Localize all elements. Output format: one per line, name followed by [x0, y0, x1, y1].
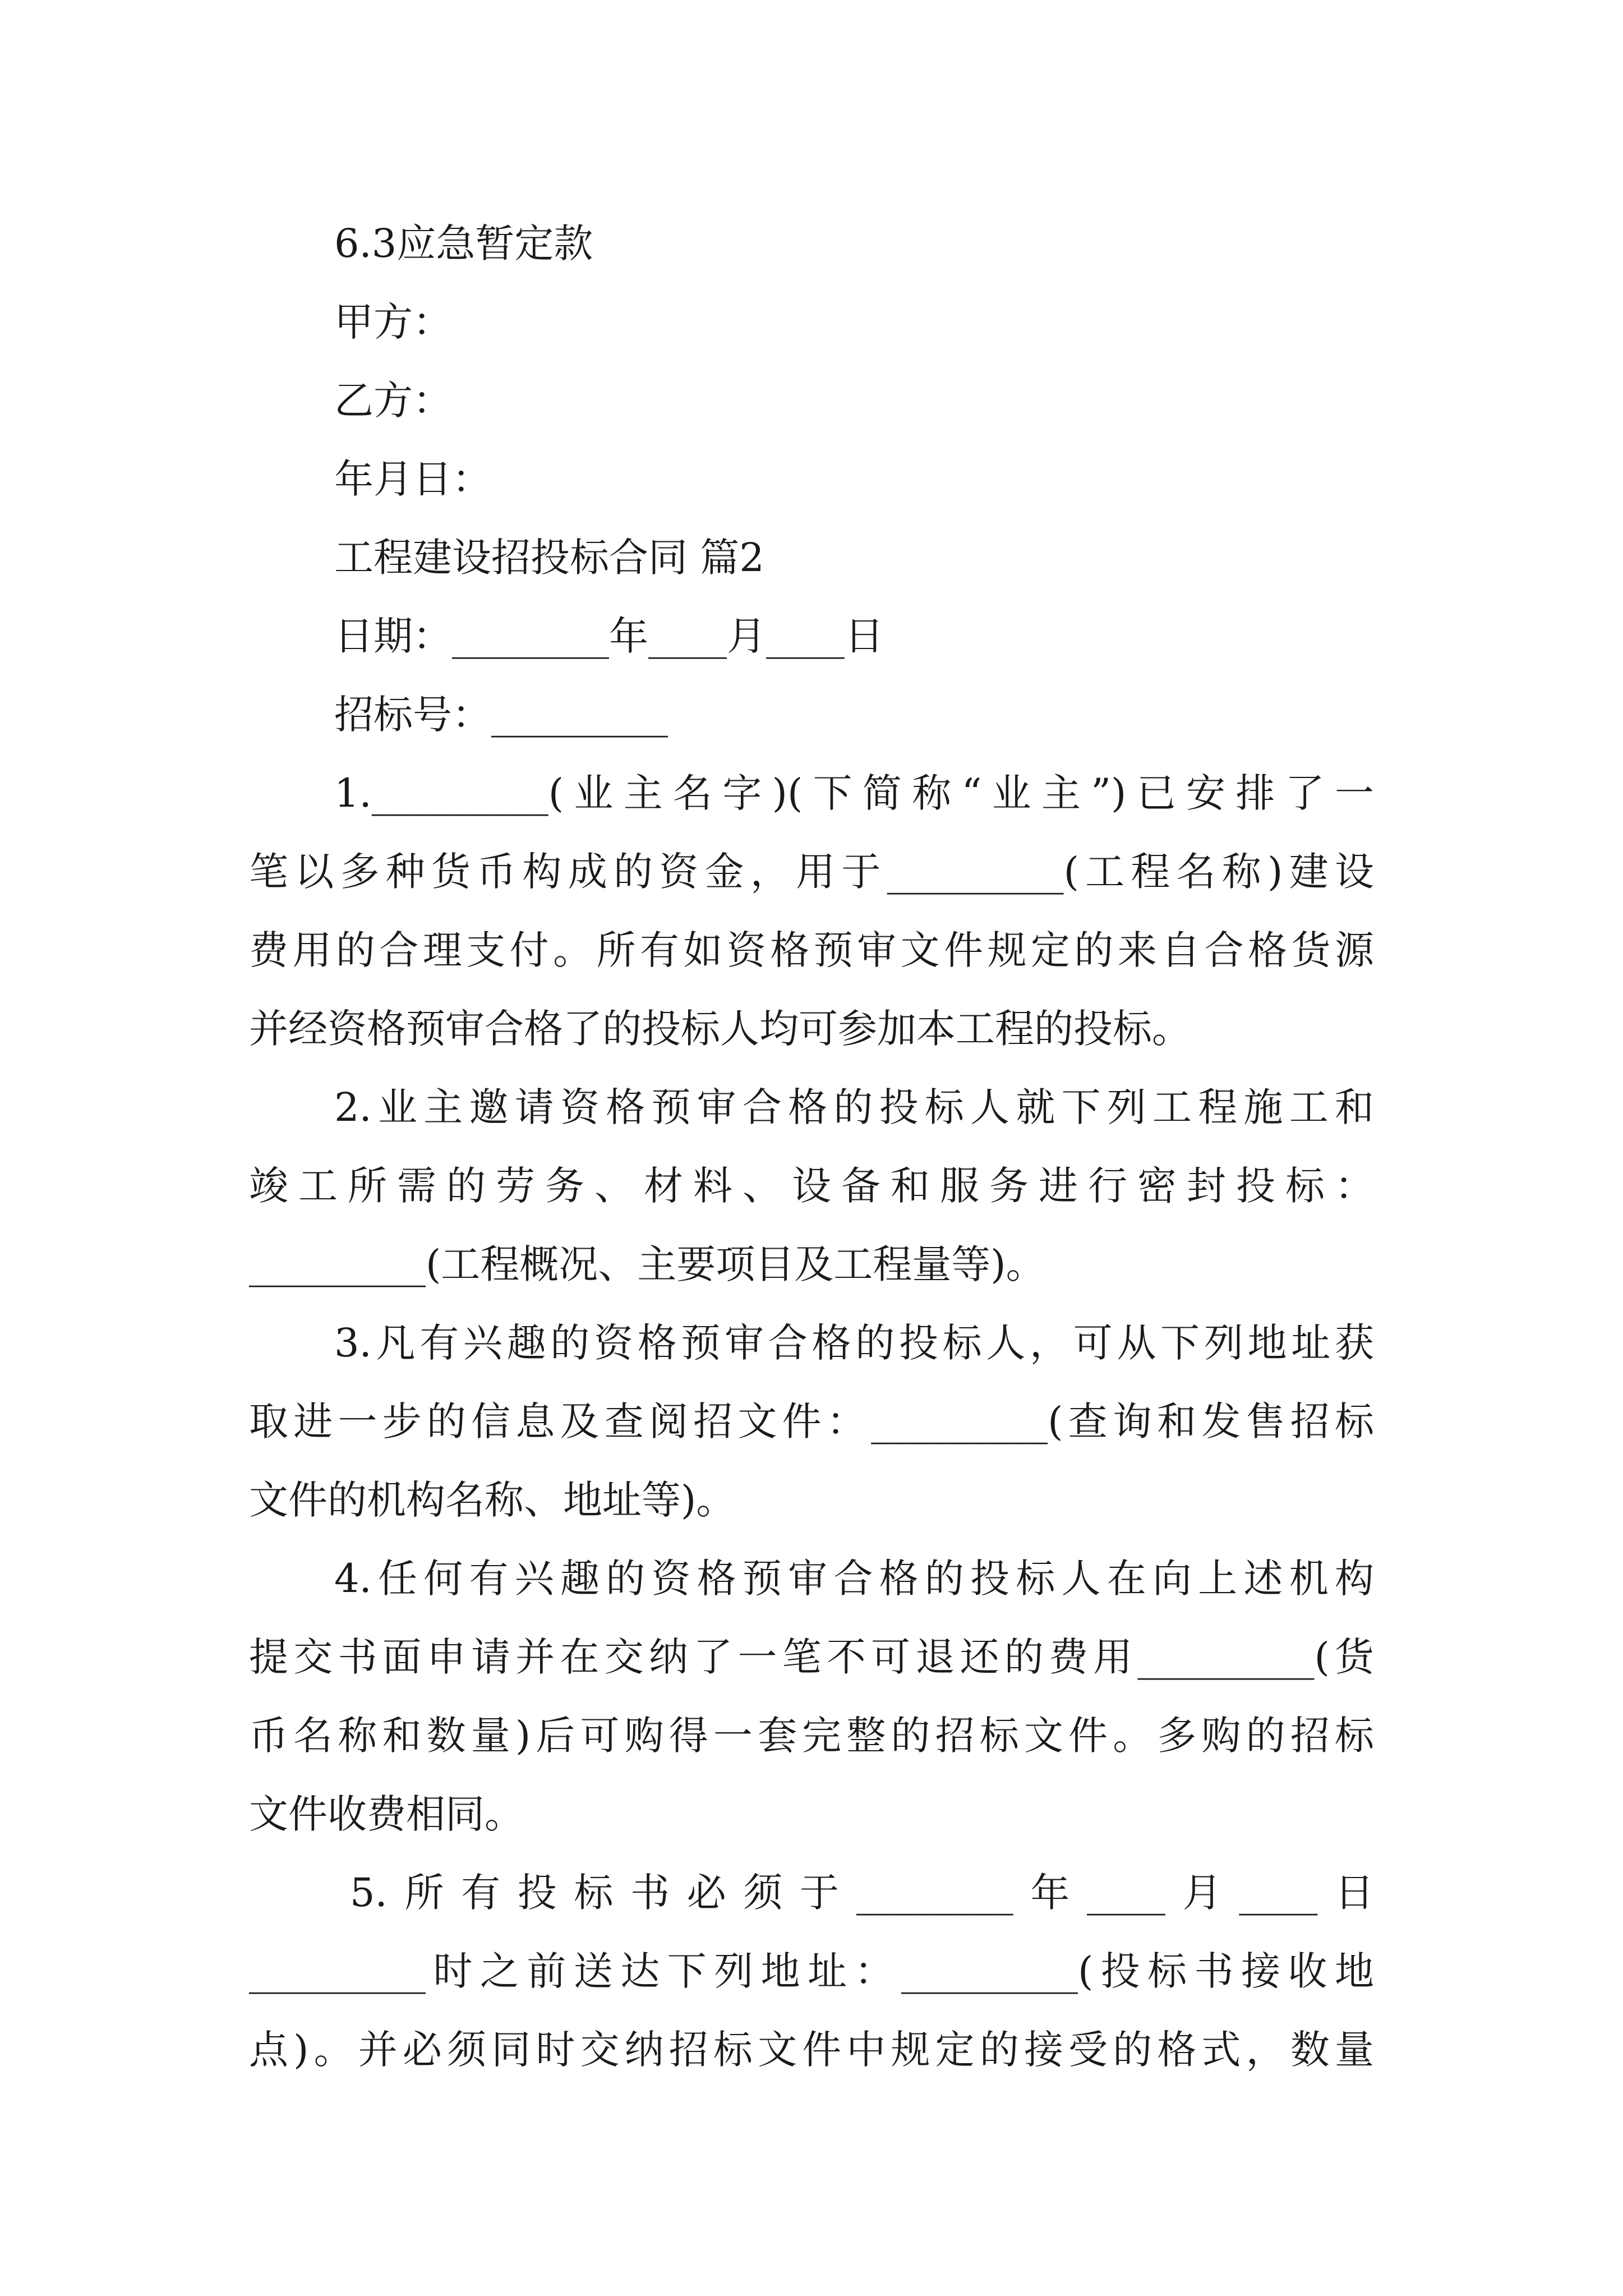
- tender-number-line: 招标号：_________: [334, 692, 668, 738]
- paragraph-5-line-1: 5.所有投标书必须于________年____月____日: [350, 1870, 1374, 1916]
- paragraph-5-line-3: 点)。并必须同时交纳招标文件中规定的接受的格式，数量: [249, 2027, 1374, 2073]
- date-label: 年月日：: [334, 456, 491, 502]
- section-title: 工程建设招投标合同 篇2: [334, 535, 764, 581]
- paragraph-1-line-4: 并经资格预审合格了的投标人均可参加本工程的投标。: [249, 1006, 1191, 1052]
- paragraph-4-line-4: 文件收费相同。: [249, 1791, 524, 1837]
- paragraph-4-line-1: 4.任何有兴趣的资格预审合格的投标人在向上述机构: [334, 1556, 1374, 1602]
- paragraph-4-line-3: 币名称和数量)后可购得一套完整的招标文件。多购的招标: [249, 1713, 1374, 1759]
- paragraph-5-line-2: _________时之前送达下列地址：_________(投标书接收地: [249, 1948, 1374, 1994]
- paragraph-2-line-3: _________(工程概况、主要项目及工程量等)。: [249, 1241, 1045, 1287]
- paragraph-2-line-1: 2.业主邀请资格预审合格的投标人就下列工程施工和: [334, 1084, 1374, 1130]
- paragraph-3-line-2: 取进一步的信息及查阅招文件：_________(查询和发售招标: [249, 1398, 1374, 1444]
- paragraph-1-line-1: 1._________(业主名字)(下简称“业主”)已安排了一: [334, 770, 1374, 816]
- paragraph-3-line-1: 3.凡有兴趣的资格预审合格的投标人，可从下列地址获: [334, 1320, 1374, 1366]
- paragraph-1-line-3: 费用的合理支付。所有如资格预审文件规定的来自合格货源: [249, 927, 1374, 973]
- clause-6-3-heading: 6.3应急暂定款: [334, 220, 593, 266]
- paragraph-4-line-2: 提交书面申请并在交纳了一笔不可退还的费用_________(货: [249, 1634, 1374, 1680]
- tender-date-line: 日期：________年____月____日: [334, 613, 884, 659]
- paragraph-1-line-2: 笔以多种货币构成的资金，用于_________(工程名称)建设: [249, 849, 1374, 895]
- party-b-label: 乙方：: [334, 378, 452, 424]
- party-a-label: 甲方：: [334, 299, 452, 345]
- paragraph-3-line-3: 文件的机构名称、地址等)。: [249, 1477, 736, 1523]
- paragraph-2-line-2: 竣工所需的劳务、材料、设备和服务进行密封投标：: [249, 1163, 1374, 1209]
